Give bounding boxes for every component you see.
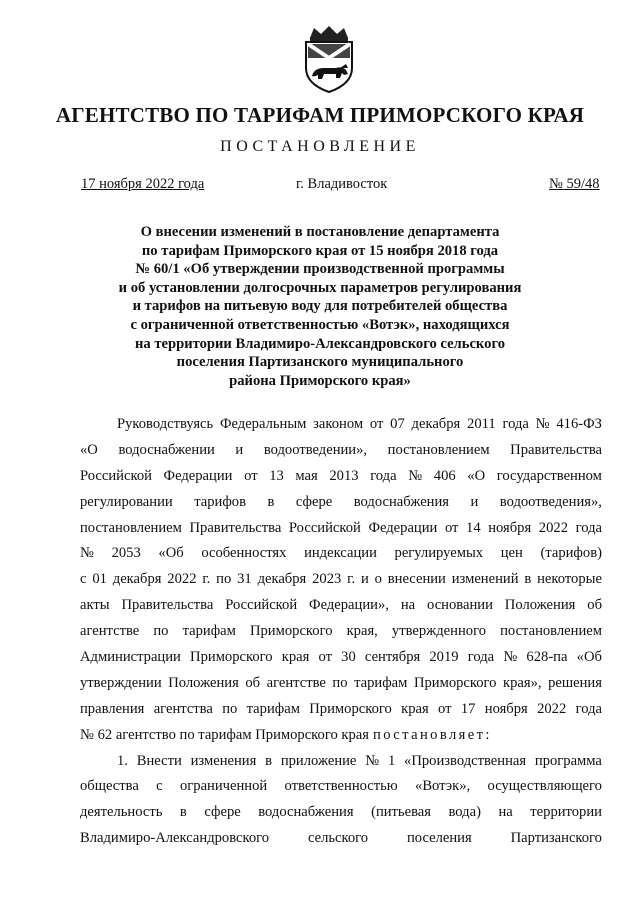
word: Положения <box>504 597 576 614</box>
word: о <box>374 571 382 588</box>
word: сентября <box>364 649 421 666</box>
word: на <box>498 804 513 821</box>
word: об <box>587 597 602 614</box>
title-line: по тарифам Приморского края от 15 ноября 2018 года <box>141 242 499 259</box>
word: общества <box>80 778 139 795</box>
word: постановлением <box>387 441 490 458</box>
word: Администрации <box>80 649 181 666</box>
title-line: О внесении изменений в постановление департамента <box>140 224 500 240</box>
word: Владимиро-Александровского <box>80 830 270 847</box>
document-type: ПОСТАНОВЛЕНИЕ <box>220 138 420 155</box>
word: Федеральным <box>219 416 307 432</box>
word: № <box>80 545 94 562</box>
word: Положения <box>168 674 239 691</box>
word: «Об <box>576 649 602 666</box>
word: по <box>332 674 348 691</box>
word: с <box>80 571 87 588</box>
title-line: на территории Владимиро-Александровского сельского <box>134 335 506 352</box>
word: «Вотэк», <box>415 778 471 795</box>
body-line <box>80 541 602 567</box>
body-line <box>80 593 602 619</box>
word: 30 <box>341 649 356 666</box>
word: 416-ФЗ <box>556 416 602 432</box>
word: 07 <box>390 416 405 432</box>
word: «О <box>467 467 486 484</box>
word: акты <box>80 597 110 614</box>
word: Федерации <box>368 519 438 536</box>
word: 2022 <box>538 519 568 536</box>
word: и <box>360 571 369 588</box>
word: некоторые <box>537 571 602 588</box>
word: 2011 <box>467 416 496 432</box>
word: тарифам <box>246 700 300 717</box>
word: поселения <box>406 830 472 847</box>
word: водоснабжении <box>118 441 215 458</box>
title-line: и об установлении долгосрочных параметров регулирования <box>118 279 522 296</box>
word: агентства <box>153 700 213 717</box>
body-line <box>80 774 602 800</box>
word: от <box>444 519 459 536</box>
document-date: 17 ноября 2022 года <box>81 176 205 192</box>
word: края, <box>346 623 378 640</box>
word: 2023 <box>312 571 342 588</box>
title-line: района Приморского края» <box>229 372 411 389</box>
word: Федерации», <box>309 597 389 614</box>
word: тарифов <box>194 493 246 510</box>
document-number: № 59/48 <box>549 176 600 192</box>
word: в <box>265 752 273 769</box>
word: в <box>179 804 187 821</box>
word: 13 <box>269 467 284 484</box>
word: изменений <box>451 571 519 588</box>
word: территории <box>530 804 602 821</box>
word: Правительства <box>121 597 214 614</box>
body-line <box>80 697 602 723</box>
word: 2022 <box>167 571 197 588</box>
word: 2053 <box>111 545 141 562</box>
word: Партизанского <box>510 830 602 847</box>
word: г. <box>347 571 356 588</box>
word: № <box>408 467 423 484</box>
word: (тарифов) <box>540 545 602 562</box>
word: Руководствуясь <box>117 416 214 432</box>
word: края <box>401 700 429 717</box>
word: г. <box>202 571 211 588</box>
word: по <box>153 623 169 640</box>
coat-of-arms-emblem <box>296 24 362 94</box>
word: осуществляющего <box>487 778 602 795</box>
agency-name: АГЕНТСТВО ПО ТАРИФАМ ПРИМОРСКОГО КРАЯ <box>55 103 585 127</box>
word: с <box>156 778 163 795</box>
body-line <box>80 412 602 438</box>
word: водоотведении», <box>263 441 368 458</box>
word: по <box>216 571 232 588</box>
document-title <box>80 223 560 390</box>
word: Приморского <box>413 674 497 691</box>
word: 2013 <box>329 467 359 484</box>
word: утвержденного <box>391 623 486 640</box>
word: агентстве <box>80 623 140 640</box>
word: мая <box>295 467 318 484</box>
word: 1 <box>387 752 396 769</box>
word: цен <box>500 545 523 562</box>
word: (питьевая <box>371 804 431 821</box>
word: постановлением <box>500 623 602 640</box>
body-line <box>80 490 602 516</box>
word: года <box>575 700 602 717</box>
body-line <box>80 516 602 542</box>
word: регулировании <box>80 493 173 510</box>
word: «О <box>80 441 98 458</box>
word: 01 <box>92 571 107 588</box>
title-line: и тарифов на питьевую воду для потребителей общества <box>132 298 508 315</box>
word: Российской <box>225 597 298 614</box>
word: основании <box>427 597 493 614</box>
word: 1. <box>117 752 128 769</box>
body-line <box>80 723 602 749</box>
word: регулируемых <box>394 545 484 562</box>
word: ноября <box>488 519 532 536</box>
word: сфере <box>204 804 241 821</box>
word: Правительства <box>189 519 282 536</box>
word: и <box>235 441 244 458</box>
word: на <box>400 597 416 614</box>
word: года <box>502 416 529 432</box>
word: утверждении <box>80 674 162 691</box>
title-line: с ограниченной ответственностью «Вотэк», находящихся <box>130 316 510 333</box>
word: в <box>524 571 532 588</box>
word: по <box>222 700 238 717</box>
word: программа <box>534 752 602 769</box>
word: особенностях <box>201 545 287 562</box>
word: тарифам <box>354 674 408 691</box>
word: Федерации <box>163 467 233 484</box>
word: деятельность <box>80 804 163 821</box>
word: Приморского <box>249 623 333 640</box>
word: 14 <box>466 519 481 536</box>
document-city: г. Владивосток <box>296 176 388 192</box>
word: ноября <box>484 700 528 717</box>
word: Приморского <box>190 649 273 666</box>
word: вода) <box>448 804 481 821</box>
word: года <box>575 519 602 536</box>
resolution-word: постановляет: <box>372 726 492 743</box>
word: от <box>369 416 384 432</box>
word: декабря <box>411 416 461 432</box>
word: Российской <box>80 467 152 484</box>
body-text <box>80 412 602 852</box>
word: и <box>470 493 479 510</box>
word: края», <box>503 674 542 691</box>
word: декабря <box>112 571 162 588</box>
word: Внести <box>136 752 182 769</box>
word: № <box>365 752 380 769</box>
title-line: № 60/1 «Об утверждении производственной программы <box>135 261 505 278</box>
word: в <box>267 493 275 510</box>
word: 17 <box>460 700 476 717</box>
word: правления <box>80 700 145 717</box>
word: водоснабжения <box>258 804 354 821</box>
word: водоотведения», <box>499 493 602 510</box>
body-line <box>80 645 602 671</box>
body-line <box>80 749 602 775</box>
word: изменения <box>190 752 257 769</box>
word: приложение <box>280 752 357 769</box>
word: 2019 <box>429 649 459 666</box>
word: от <box>438 700 452 717</box>
word: № <box>535 416 550 432</box>
word: Приморского <box>309 700 392 717</box>
word: агентстве <box>266 674 326 691</box>
word: внесении <box>387 571 446 588</box>
word: сельского <box>307 830 369 847</box>
word: ответственностью <box>284 778 398 795</box>
word: водоснабжения <box>353 493 450 510</box>
word: края <box>281 649 310 666</box>
word: 628-па <box>526 649 568 666</box>
word: «Производственная <box>404 752 527 769</box>
word: сфере <box>295 493 333 510</box>
body-line <box>80 826 602 852</box>
word: 31 <box>237 571 252 588</box>
word: тарифам <box>182 623 236 640</box>
word: декабря <box>257 571 307 588</box>
body-line <box>80 438 602 464</box>
body-line <box>80 619 602 645</box>
word: № <box>503 649 518 666</box>
word: государственном <box>496 467 602 484</box>
word: об <box>245 674 261 691</box>
word: решения <box>548 674 602 691</box>
word: Правительства <box>510 441 602 458</box>
word: законом <box>313 416 364 432</box>
word: от <box>244 467 258 484</box>
word: года <box>370 467 397 484</box>
word: «Об <box>158 545 184 562</box>
body-text-segment: № 62 агентство по тарифам Приморского края <box>80 726 369 743</box>
word: 2022 <box>537 700 567 717</box>
body-line <box>80 464 602 490</box>
word: года <box>467 649 495 666</box>
word: ограниченной <box>179 778 268 795</box>
body-line <box>80 567 602 593</box>
body-line <box>80 671 602 697</box>
word: Российской <box>288 519 361 536</box>
word: индексации <box>304 545 377 562</box>
body-line <box>80 800 602 826</box>
word: 406 <box>433 467 456 484</box>
word: постановлением <box>80 519 182 536</box>
title-line: поселения Партизанского муниципального <box>176 354 464 371</box>
word: от <box>318 649 332 666</box>
